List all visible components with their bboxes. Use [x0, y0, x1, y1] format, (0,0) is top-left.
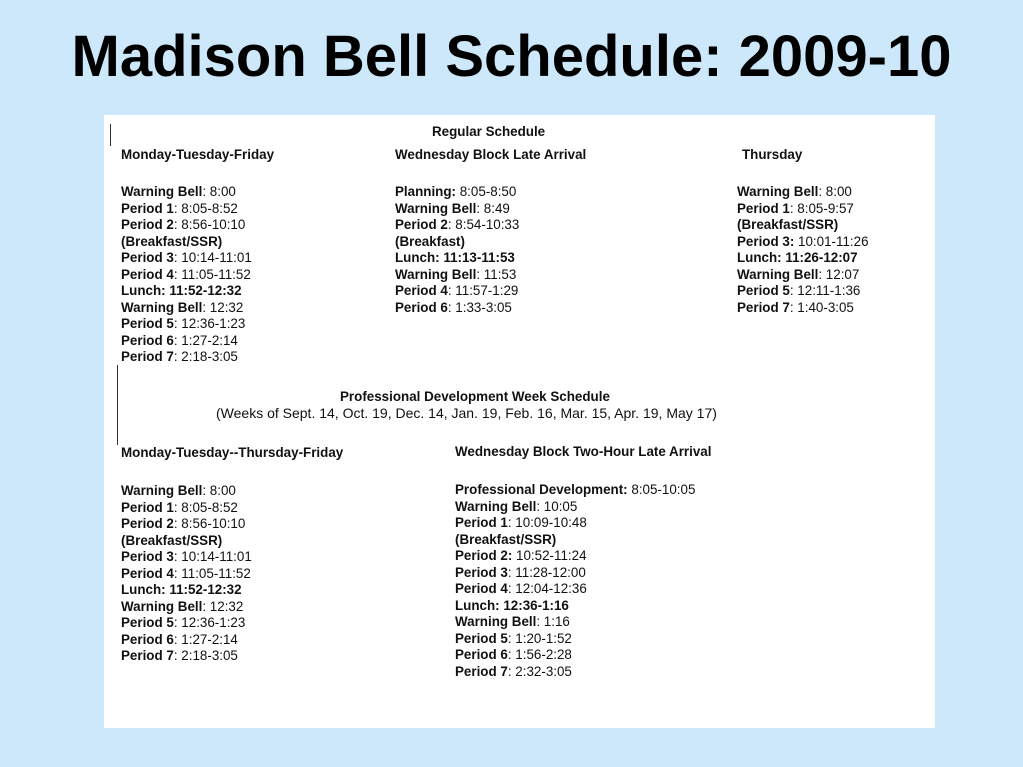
schedule-line-separator: : [507, 515, 516, 530]
schedule-line-time: 8:00 [209, 184, 236, 199]
pd-col1-lines [121, 483, 252, 665]
schedule-line-separator: : [202, 483, 210, 498]
schedule-line-time: 12:32 [209, 598, 244, 614]
schedule-line-separator: : [507, 630, 516, 646]
schedule-line [121, 632, 252, 649]
schedule-line [121, 500, 252, 517]
schedule-line [737, 234, 869, 251]
schedule-line-time: 1:40-3:05 [797, 299, 854, 315]
schedule-line-label: Warning Bell [121, 598, 203, 614]
schedule-line-separator: : [202, 299, 210, 315]
schedule-line-separator: : [173, 266, 182, 282]
schedule-line-time: 10:09-10:48 [515, 515, 587, 530]
schedule-line-label: Lunch: [121, 582, 166, 597]
schedule-line-time: 12:36-1:23 [181, 615, 246, 630]
schedule-line-separator: : [507, 564, 516, 580]
schedule-line-separator: : [789, 283, 798, 298]
schedule-line [455, 631, 695, 648]
schedule-line-time: 8:00 [209, 483, 236, 498]
schedule-line [455, 565, 695, 582]
schedule-line-separator: : [818, 184, 826, 199]
schedule-line-time: 12:36-1:23 [181, 316, 246, 331]
schedule-line-separator: : [173, 499, 182, 515]
schedule-line [455, 614, 695, 631]
schedule-line-time: 1:56-2:28 [515, 647, 572, 662]
regular-schedule-heading: Regular Schedule [432, 124, 546, 139]
schedule-line-label: Period 2: [455, 548, 513, 563]
schedule-line-time: 10:14-11:01 [181, 250, 252, 265]
schedule-line-time: 11:26-12:07 [785, 250, 858, 265]
schedule-line [455, 548, 695, 565]
schedule-line [737, 250, 869, 267]
schedule-line [737, 201, 869, 218]
schedule-line-separator: : [447, 283, 456, 298]
schedule-line-label: Period 7 [121, 349, 174, 364]
schedule-line [121, 267, 252, 284]
schedule-line [455, 647, 695, 664]
schedule-line [121, 648, 252, 665]
schedule-line-label: Period 5 [121, 615, 174, 630]
schedule-line-time: 10:05 [543, 498, 578, 514]
schedule-line-separator: : [507, 647, 516, 662]
schedule-line-separator: : [476, 266, 484, 282]
schedule-line-label: Period 1 [121, 200, 174, 216]
schedule-line [737, 300, 869, 317]
schedule-line [121, 250, 252, 267]
schedule-line [455, 581, 695, 598]
schedule-line [455, 499, 695, 516]
schedule-line-time: 12:32 [209, 299, 244, 315]
schedule-line-time: 2:18-3:05 [181, 648, 238, 663]
schedule-line-separator: : [173, 200, 182, 216]
schedule-line-label: Period 6 [395, 299, 448, 315]
schedule-line-separator: : [173, 615, 182, 630]
schedule-line [121, 234, 252, 251]
schedule-line [121, 549, 252, 566]
schedule-line-label: Professional Development: [455, 482, 628, 497]
schedule-line-label: Planning: [395, 184, 456, 199]
schedule-line-label: Period 1 [737, 200, 790, 216]
schedule-line [121, 184, 252, 201]
pd-col2-lines [455, 482, 695, 680]
schedule-line-label: Warning Bell [121, 483, 203, 498]
schedule-line-label: Period 2 [121, 217, 174, 232]
schedule-line-label: Period 3 [121, 549, 174, 564]
schedule-line-time: 12:36-1:16 [503, 597, 569, 613]
schedule-line-time: 12:04-12:36 [515, 581, 587, 596]
schedule-line [121, 516, 252, 533]
schedule-line-separator: : [476, 200, 484, 216]
schedule-line-label: Period 7 [455, 663, 508, 679]
schedule-line [121, 316, 252, 333]
schedule-line-label: Period 3 [121, 250, 174, 265]
schedule-line-label: Period 7 [737, 299, 790, 315]
schedule-document [104, 115, 935, 728]
schedule-line [121, 566, 252, 583]
reg-col3-header: Thursday [742, 147, 803, 162]
schedule-line-time: 12:11-1:36 [797, 283, 861, 298]
schedule-line-label: Period 6 [121, 631, 174, 647]
schedule-line [121, 283, 252, 300]
schedule-line-label: Lunch: [455, 597, 500, 613]
reg-col1-lines [121, 184, 252, 366]
schedule-line [395, 234, 519, 251]
schedule-line [395, 250, 519, 267]
schedule-line-label: Period 5 [121, 316, 174, 331]
schedule-line-time: 2:18-3:05 [181, 349, 238, 364]
schedule-line [455, 515, 695, 532]
schedule-line [395, 283, 519, 300]
schedule-line-separator: : [536, 498, 544, 514]
schedule-line-time: 10:52-11:24 [516, 548, 587, 563]
reg-col2-header: Wednesday Block Late Arrival [395, 147, 587, 162]
schedule-line-time: 8:56-10:10 [181, 516, 246, 531]
schedule-line-separator: : [789, 299, 798, 315]
schedule-line-label: Period 2 [121, 516, 174, 531]
schedule-line-label: (Breakfast) [395, 233, 465, 249]
schedule-line-time: 11:05-11:52 [181, 565, 251, 581]
schedule-line-label: Warning Bell [121, 184, 203, 199]
schedule-line [121, 300, 252, 317]
schedule-line [121, 349, 252, 366]
schedule-line-time: 8:05-8:52 [181, 499, 238, 515]
schedule-line-label: Period 5 [455, 630, 508, 646]
schedule-line-separator: : [536, 614, 544, 629]
schedule-line-separator: : [173, 217, 182, 232]
schedule-line [395, 300, 519, 317]
schedule-line-label: (Breakfast/SSR) [121, 233, 223, 249]
schedule-line [121, 201, 252, 218]
schedule-line-time: 8:05-9:57 [797, 200, 854, 216]
schedule-line-label: Warning Bell [737, 184, 819, 199]
schedule-line-separator: : [507, 663, 516, 679]
schedule-line-time: 11:28-12:00 [515, 564, 586, 580]
schedule-line-time: 1:27-2:14 [181, 631, 238, 647]
schedule-line [395, 184, 519, 201]
schedule-line-time: 10:01-11:26 [798, 233, 869, 249]
schedule-line [455, 664, 695, 681]
pd-col2-header: Wednesday Block Two-Hour Late Arrival [455, 444, 712, 459]
schedule-line-separator: : [173, 316, 182, 331]
schedule-line-separator: : [173, 648, 182, 663]
schedule-line-time: 11:53 [483, 266, 517, 282]
schedule-line [395, 201, 519, 218]
schedule-line-time: 1:20-1:52 [515, 630, 572, 646]
schedule-line-separator: : [173, 565, 182, 581]
schedule-line [455, 598, 695, 615]
schedule-line-label: Period 4 [395, 283, 448, 298]
schedule-line-label: Warning Bell [121, 299, 203, 315]
schedule-line [121, 483, 252, 500]
schedule-line [121, 217, 252, 234]
schedule-line-label: Warning Bell [737, 266, 819, 282]
schedule-line-label: Warning Bell [455, 498, 537, 514]
schedule-line [737, 184, 869, 201]
schedule-line-separator: : [447, 299, 456, 315]
schedule-line [395, 217, 519, 234]
reg-col1-header: Monday-Tuesday-Friday [121, 147, 275, 162]
schedule-line-separator: : [173, 631, 182, 647]
schedule-line [737, 267, 869, 284]
schedule-line-label: Period 2 [395, 217, 448, 232]
schedule-line-label: Warning Bell [395, 266, 477, 282]
schedule-line [121, 333, 252, 350]
schedule-line-label: Period 1 [455, 515, 508, 530]
schedule-line-time: 11:05-11:52 [181, 266, 251, 282]
pd-schedule-heading: Professional Development Week Schedule [340, 389, 610, 404]
schedule-line-time: 8:56-10:10 [181, 217, 246, 232]
schedule-line-time: 11:52-12:32 [169, 582, 242, 597]
schedule-line-label: Period 6 [455, 647, 508, 662]
schedule-line-separator: : [173, 516, 182, 531]
schedule-line-time: 11:13-11:53 [443, 250, 515, 265]
schedule-line-separator: : [173, 349, 182, 364]
schedule-line-time: 12:07 [825, 266, 860, 282]
schedule-line [455, 482, 695, 499]
schedule-line-label: Lunch: [737, 250, 782, 265]
schedule-line-time: 8:49 [483, 200, 510, 216]
schedule-line-time: 11:52-12:32 [169, 283, 242, 298]
schedule-line-separator: : [202, 598, 210, 614]
reg-col3-lines [737, 184, 869, 316]
slide-title: Madison Bell Schedule: 2009-10 [71, 24, 952, 89]
schedule-line-label: Lunch: [395, 250, 440, 265]
schedule-line [121, 533, 252, 550]
schedule-line-time: 8:54-10:33 [455, 217, 520, 232]
schedule-line-label: Period 6 [121, 332, 174, 348]
schedule-line-time: 1:27-2:14 [181, 332, 238, 348]
pd-weeks-subheading: (Weeks of Sept. 14, Oct. 19, Dec. 14, Jan. 19, Feb. 16, Mar. 15, Apr. 19, May 17) [216, 405, 717, 421]
schedule-line [737, 283, 869, 300]
schedule-line-label: Period 7 [121, 648, 174, 663]
reg-col2-lines [395, 184, 519, 316]
schedule-line-time: 8:05-8:52 [181, 200, 238, 216]
schedule-line-separator: : [507, 581, 516, 596]
schedule-line-label: Period 4 [455, 581, 508, 596]
schedule-line [455, 532, 695, 549]
schedule-line-time: 2:32-3:05 [515, 663, 572, 679]
schedule-line [121, 615, 252, 632]
scan-margin-mark [110, 124, 111, 146]
schedule-line-time: 8:05-10:05 [631, 482, 696, 497]
schedule-line-time: 10:14-11:01 [181, 549, 252, 564]
schedule-line-label: Period 3: [737, 233, 795, 249]
schedule-line [395, 267, 519, 284]
schedule-line-separator: : [789, 200, 798, 216]
schedule-line-time: 1:16 [543, 614, 570, 629]
schedule-line-separator: : [447, 217, 456, 232]
schedule-line-label: Period 1 [121, 499, 174, 515]
schedule-line-label: Warning Bell [395, 200, 477, 216]
schedule-line-time: 1:33-3:05 [455, 299, 512, 315]
schedule-line-label: Warning Bell [455, 614, 537, 629]
schedule-line-time: 11:57-1:29 [455, 283, 519, 298]
schedule-line-label: Period 4 [121, 565, 174, 581]
schedule-line-label: (Breakfast/SSR) [455, 531, 557, 547]
schedule-line [121, 582, 252, 599]
schedule-line-label: (Breakfast/SSR) [737, 217, 839, 232]
schedule-line-label: Period 4 [121, 266, 174, 282]
schedule-line-label: Period 3 [455, 564, 508, 580]
schedule-line-separator: : [173, 332, 182, 348]
schedule-line [737, 217, 869, 234]
schedule-line-time: 8:05-8:50 [459, 184, 517, 199]
schedule-line-label: Lunch: [121, 283, 166, 298]
schedule-line-separator: : [173, 549, 182, 564]
schedule-line [121, 599, 252, 616]
schedule-line-separator: : [202, 184, 210, 199]
schedule-line-label: (Breakfast/SSR) [121, 532, 223, 548]
scan-margin-mark [117, 365, 118, 445]
pd-col1-header: Monday-Tuesday--Thursday-Friday [121, 445, 344, 460]
schedule-line-separator: : [818, 266, 826, 282]
schedule-line-time: 8:00 [825, 184, 852, 199]
schedule-line-label: Period 5 [737, 283, 790, 298]
schedule-line-separator: : [173, 250, 182, 265]
